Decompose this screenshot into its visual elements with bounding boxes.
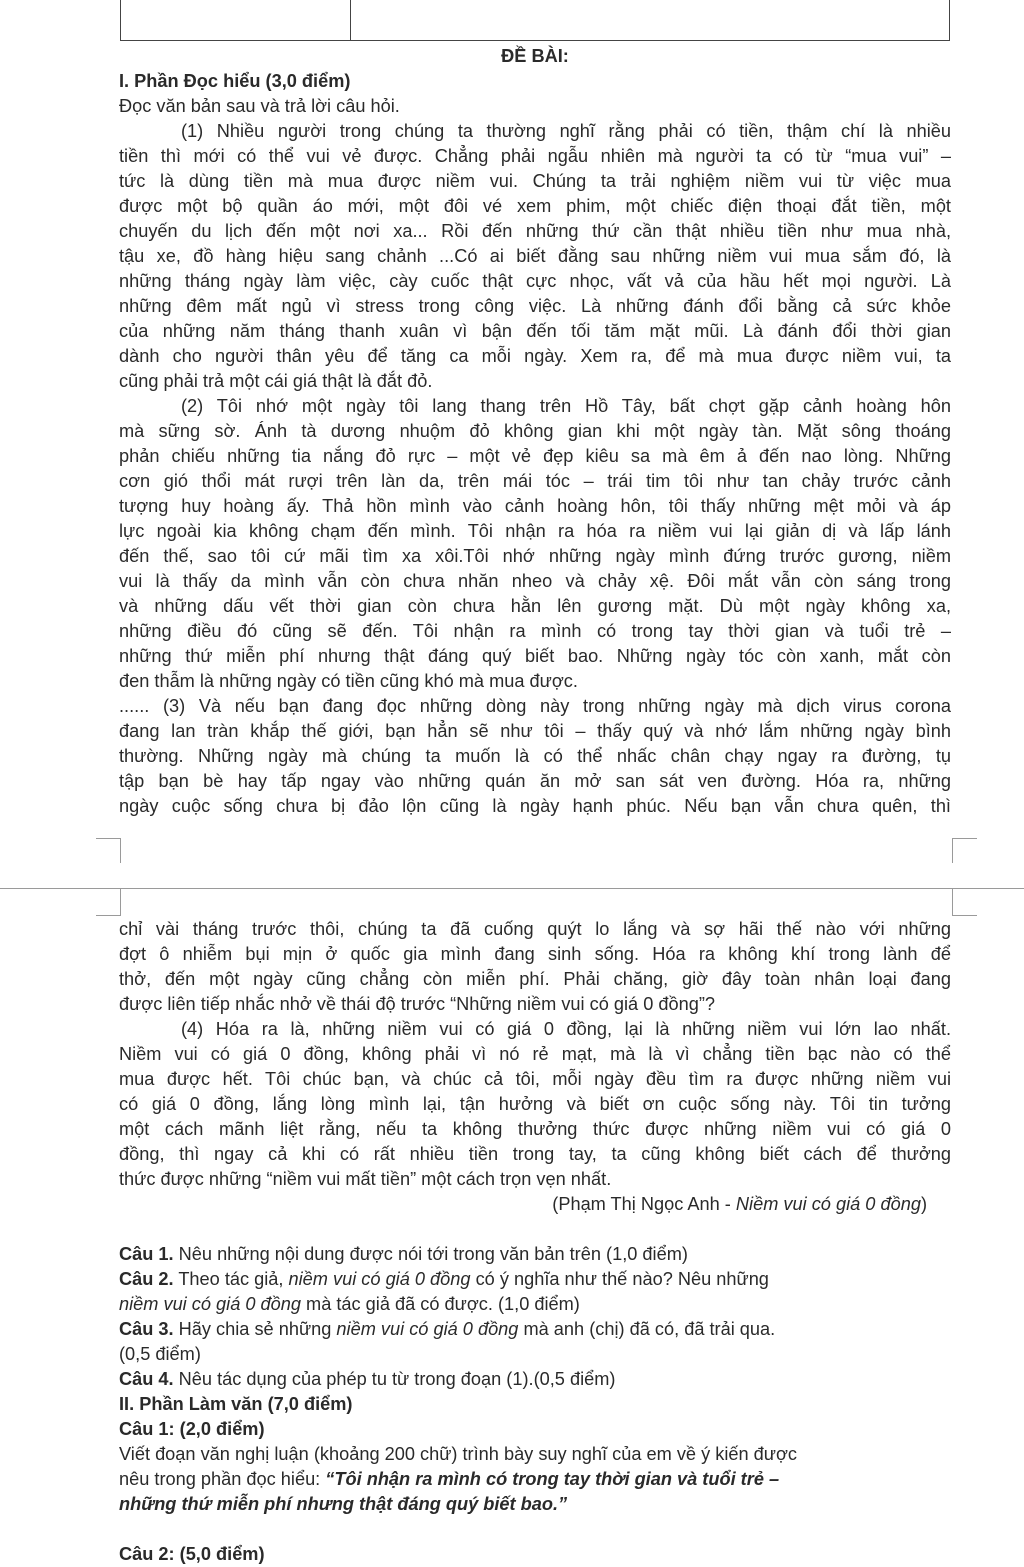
para1-line: tức là dùng tiền mà mua được niềm vui. Chúng ta trải nghiệm niềm vui từ việc mua	[119, 171, 951, 191]
q4-text: Nêu tác dụng của phép tu từ trong đoạn (1).(0,5 điểm)	[173, 1369, 616, 1389]
question-4	[119, 1367, 951, 1392]
source-author: (Phạm Thị Ngọc Anh -	[552, 1194, 736, 1214]
para2-line: đến thế, sao tôi cứ mãi tìm xa xôi.Tôi nhớ những ngày mình đứng trước gương, niềm	[119, 546, 951, 566]
page-2	[0, 888, 1024, 1564]
para2-line: (2) Tôi nhớ một ngày tôi lang thang trên Hồ Tây, bất chợt gặp cảnh hoàng hôn	[181, 396, 951, 416]
para4-line: Niềm vui có giá 0 đồng, không phải vì nó rẻ mạt, mà là vì chẳng tiền bạc nào có thể	[119, 1044, 951, 1064]
para2-line: những điều đó cũng sẽ đến. Tôi nhận ra mình có trong tay thời gian và tuổi trẻ –	[119, 621, 951, 641]
para2-line: đen thẫm là những ngày có tiền cũng khó mà mua được.	[119, 671, 578, 691]
writing-question-1	[119, 1442, 951, 1517]
q3-label: Câu 3.	[119, 1319, 174, 1339]
header-table	[120, 0, 950, 41]
q2-label: Câu 2.	[119, 1269, 174, 1289]
w1-quote: những thứ miễn phí nhưng thật đáng quý biết bao.”	[119, 1494, 568, 1514]
w1-quote: “Tôi nhận ra mình có trong tay thời gian và tuổi trẻ –	[325, 1469, 780, 1489]
para4-line: đồng, thì ngay cả khi có rất nhiều tiền trong tay, ta cũng không biết cách để thưởng	[119, 1144, 951, 1164]
para2-line: vui là thấy da mình vẫn còn chưa nhăn nheo và chảy xệ. Đôi mắt vẫn còn sáng trong	[119, 571, 951, 591]
para3-line: đợt ô nhiễm bụi mịn ở quốc gia mình đang sinh sống. Hóa ra không khí trong lành để	[119, 944, 951, 964]
para1-line: tậu xe, đồ hàng hiệu sang chảnh ...Có ai biết đằng sau những niềm vui mua sắm đó, là	[119, 246, 951, 266]
q2-text: mà tác giả đã có được. (1,0 điểm)	[301, 1294, 580, 1314]
para2-line: mà sững sờ. Ánh tà dương nhuộm đỏ không gian khi một ngày tàn. Mặt sông thoáng	[119, 421, 951, 441]
q1-text: Nêu những nội dung được nói tới trong văn bản trên (1,0 điểm)	[173, 1244, 688, 1264]
para1-line: chuyến du lịch đến một nơi xa... Rồi đến những thứ cần thật nhiều tiền như mua nhà,	[119, 221, 951, 241]
para3-line: được liên tiếp nhắc nhở về thái độ trước “Những niềm vui có giá 0 đồng”?	[119, 994, 716, 1014]
writing-question-2-heading: Câu 2: (5,0 điểm)	[119, 1544, 265, 1564]
w1-line	[119, 1492, 951, 1517]
para1-line: của những năm tháng thanh xuân vì bận đến tối tăm mặt mũi. Là đánh đổi thời gian	[119, 321, 951, 341]
instruction: Đọc văn bản sau và trả lời câu hỏi.	[119, 96, 400, 116]
para4-line: (4) Hóa ra là, những niềm vui có giá 0 đồng, lại là những niềm vui lớn lao nhất.	[181, 1019, 951, 1039]
table-divider	[350, 0, 351, 41]
para3-line: tập bạn bè hay tấp ngay vào những quán ăn mở san sát ven đường. Hóa ra, những	[119, 771, 951, 791]
section1-heading: I. Phần Đọc hiểu (3,0 điểm)	[119, 71, 351, 91]
para3-line: ngày cuộc sống chưa bị đảo lộn cũng là ngày hạnh phúc. Nếu bạn vẫn chưa quên, thì	[119, 796, 951, 816]
para2-line: cơn gió thổi mát rượi trên làn da, trên mái tóc – trái tim tôi như tan chảy trước cảnh	[119, 471, 951, 491]
exam-title: ĐỀ BÀI:	[501, 46, 569, 66]
para2-line: tượng huy hoàng ấy. Thả hồn mình vào cảnh hoàng hôn, tôi thấy những mệt mỏi và áp	[119, 496, 951, 516]
w1-line	[119, 1467, 951, 1492]
para3-line: đang lan tràn khắp thế giới, bạn hẳn sẽ như tôi – thấy quý và nhớ lắm những ngày bình	[119, 721, 951, 741]
para3-line: ...... (3) Và nếu bạn đang đọc những dòng này trong những ngày mà dịch virus corona	[119, 696, 951, 716]
paragraph-2	[119, 394, 951, 694]
para4-line: mua được hết. Tôi chúc bạn, và chúc cả tôi, mỗi ngày đều tìm ra được những niềm vui	[119, 1069, 951, 1089]
para1-line: dành cho người thân yêu để tăng ca mỗi ngày. Xem ra, để mà mua được niềm vui, ta	[119, 346, 951, 366]
para4-line: thức được những “niềm vui mất tiền” một cách trọn vẹn nhất.	[119, 1169, 612, 1189]
q3-points: (0,5 điểm)	[119, 1344, 201, 1364]
page-corner-mark	[96, 838, 121, 863]
q3-italic: niềm vui có giá 0 đồng	[336, 1319, 519, 1339]
paragraph-3-continued	[119, 917, 951, 1017]
page-corner-mark	[952, 838, 977, 863]
spacer	[119, 1517, 951, 1542]
para1-line: những đêm mất ngủ vì stress trong công việc. Là những đánh đổi bằng cả sức khỏe	[119, 296, 951, 316]
para1-line: những tháng ngày làm việc, cày cuốc thật cực nhọc, vất vả của hầu hết mọi người. Là	[119, 271, 951, 291]
q1-label: Câu 1.	[119, 1244, 174, 1264]
para1-line: (1) Nhiều người trong chúng ta thường nghĩ rằng phải có tiền, thậm chí là nhiều	[181, 121, 951, 141]
paragraph-4	[119, 1017, 951, 1192]
question-2	[119, 1267, 951, 1317]
para1-line: tiền thì mới có thể vui vẻ được. Chẳng phải ngẫu nhiên mà người ta có từ “mua vui” –	[119, 146, 951, 166]
q2-italic: niềm vui có giá 0 đồng	[288, 1269, 471, 1289]
page-1-content	[119, 44, 951, 819]
section2-heading: II. Phần Làm văn (7,0 điểm)	[119, 1394, 353, 1414]
para4-line: có giá 0 đồng, lắng lòng mình lại, tận hưởng và biết ơn cuộc sống này. Tôi tin tưởng	[119, 1094, 951, 1114]
paragraph-3	[119, 694, 951, 819]
question-1	[119, 1242, 951, 1267]
page-2-content	[119, 917, 951, 1567]
para1-line: được một bộ quần áo mới, một đôi vé xem phim, một chiếc điện thoại đắt tiền, một	[119, 196, 951, 216]
para4-line: một cách mãnh liệt rằng, nếu ta không thưởng thức được những niềm vui có giá 0	[119, 1119, 951, 1139]
q2-text: Theo tác giả,	[173, 1269, 289, 1289]
para2-line: lực ngoài kia không chạm đến mình. Tôi nhận ra hóa ra niềm vui lại giản dị và lấp lánh	[119, 521, 951, 541]
para3-line: thở, đến một ngày cũng chẳng còn miễn phí. Phải chăng, giờ đây toàn nhân loại đang	[119, 969, 951, 989]
para3-line: thường. Những ngày mà chúng ta muốn là có thể nhấc chân chạy ngay ra đường, tụ	[119, 746, 951, 766]
q2-text: có ý nghĩa như thế nào? Nêu những	[470, 1269, 769, 1289]
spacer	[119, 1217, 951, 1242]
question-3	[119, 1317, 951, 1367]
w1-text: nêu trong phần đọc hiểu:	[119, 1469, 326, 1489]
para3-line: chỉ vài tháng trước thôi, chúng ta đã cuống quýt lo lắng và sợ hãi thế nào với những	[119, 919, 951, 939]
source-citation	[119, 1192, 951, 1217]
para2-line: phản chiếu những tia nắng đỏ rực – một vẻ đẹp kiêu sa mà êm ả đến nao lòng. Những	[119, 446, 951, 466]
q2-italic: niềm vui có giá 0 đồng	[119, 1294, 301, 1314]
para2-line: và những dấu vết thời gian còn chưa hằn lên gương mặt. Dù một ngày không xa,	[119, 596, 951, 616]
source-title: Niềm vui có giá 0 đồng	[735, 1194, 921, 1214]
para1-line: cũng phải trả một cái giá thật là đắt đỏ.	[119, 371, 433, 391]
q4-label: Câu 4.	[119, 1369, 174, 1389]
q3-text: Hãy chia sẻ những	[173, 1319, 337, 1339]
paragraph-1	[119, 119, 951, 394]
para2-line: những thứ miễn phí nhưng thật đáng quý biết bao. Những ngày tóc còn xanh, mắt còn	[119, 646, 951, 666]
writing-question-1-heading: Câu 1: (2,0 điểm)	[119, 1419, 265, 1439]
w1-line: Viết đoạn văn nghị luận (khoảng 200 chữ) trình bày suy nghĩ của em về ý kiến được	[119, 1444, 797, 1464]
q3-text: mà anh (chị) đã có, đã trải qua.	[518, 1319, 776, 1339]
source-close: )	[920, 1194, 927, 1214]
